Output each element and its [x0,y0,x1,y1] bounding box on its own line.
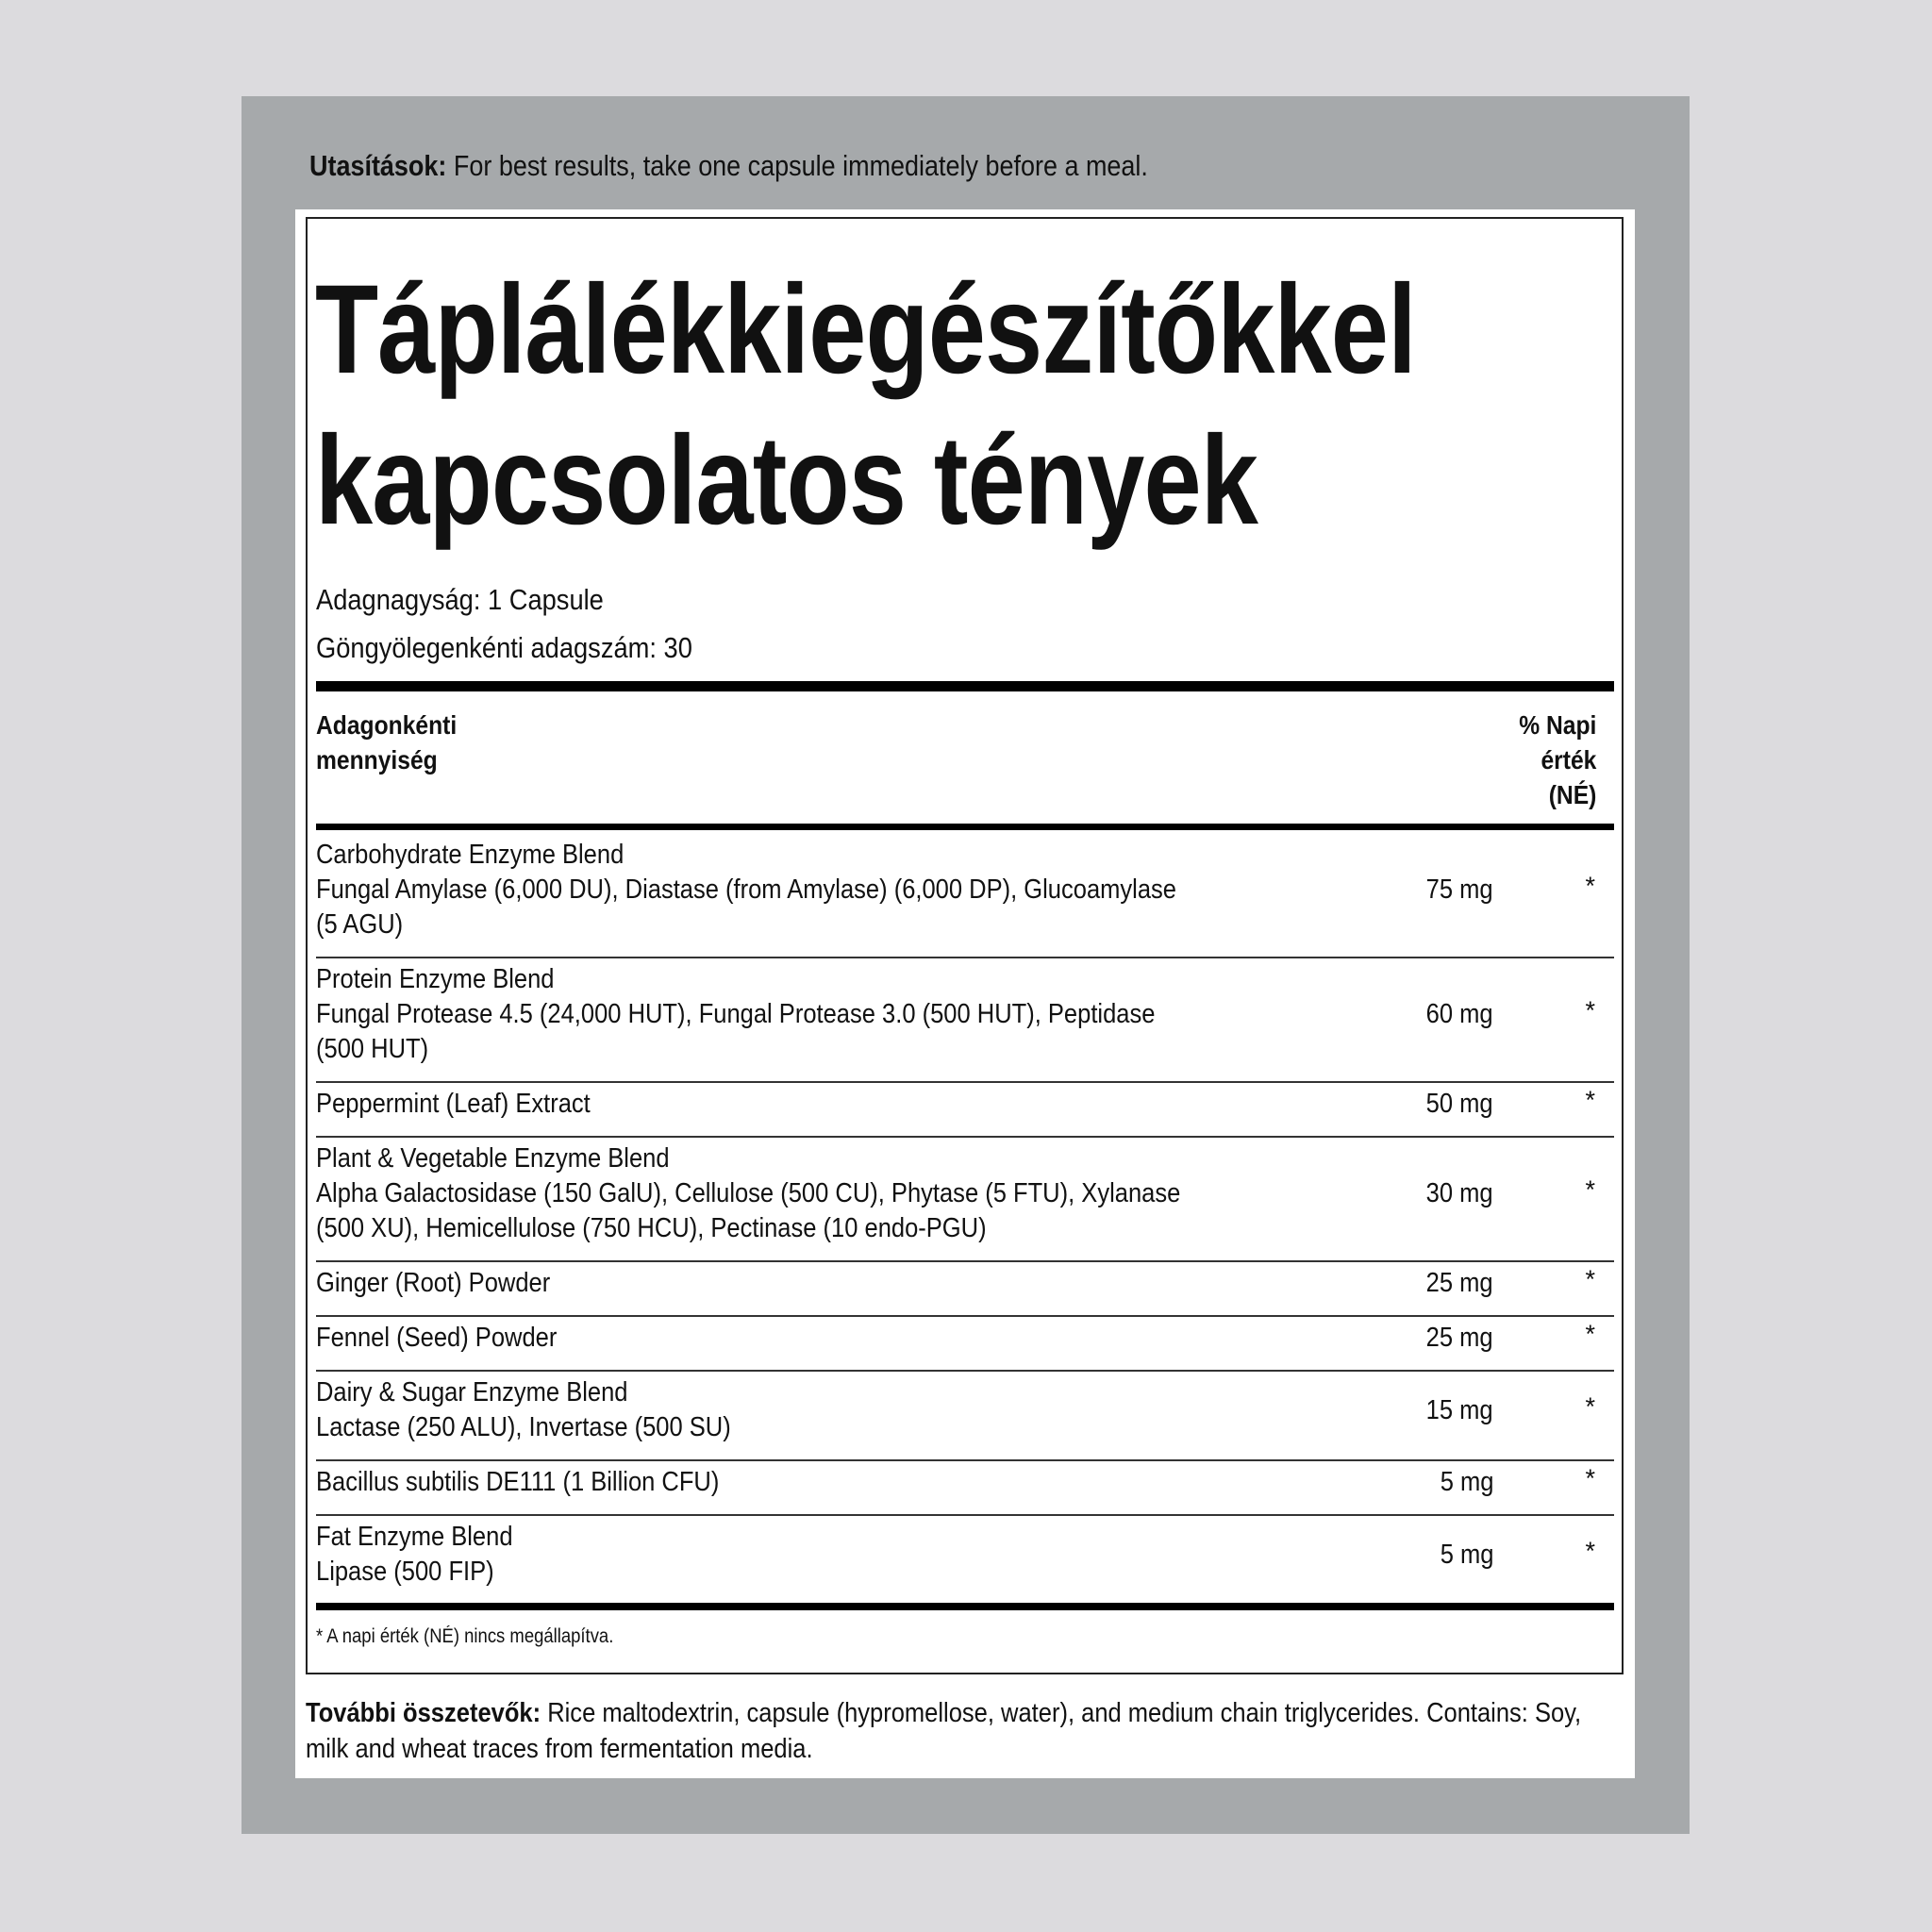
ingredient-name [316,1266,550,1301]
directions [309,143,1148,189]
daily-value-asterisk: * [1585,1265,1595,1293]
nutrient-table [316,834,1614,1606]
table-row [316,958,1614,1083]
table-row [316,1372,1614,1461]
other-ingredients-label: További összetevők: [306,1698,541,1728]
dv-header-line-1: % Napi [1518,710,1596,740]
ingredient-name [316,1520,513,1590]
thick-divider-bottom [316,1603,1614,1610]
daily-value-asterisk: * [1585,1086,1595,1114]
ingredient-amount: 50 mg [1426,1089,1493,1119]
ingredient-line: Carbohydrate Enzyme Blend [316,840,625,870]
ingredient-amount: 60 mg [1426,999,1493,1029]
amount-per-serving-header [316,708,457,777]
table-row [316,1083,1614,1138]
table-row [316,1516,1614,1606]
ingredient-amount: 5 mg [1440,1467,1493,1497]
ingredient-line: Fungal Protease 4.5 (24,000 HUT), Fungal Protease 3.0 (500 HUT), Peptidase [316,999,1156,1029]
ingredient-line: (5 AGU) [316,909,404,940]
dv-header-line-2: érték [1541,745,1596,774]
daily-value-asterisk: * [1585,1536,1595,1565]
amount-header-line-1: Adagonkénti [316,710,458,740]
ingredient-line: Plant & Vegetable Enzyme Blend [316,1143,670,1174]
daily-value-header [1519,708,1596,812]
daily-value-asterisk: * [1585,1175,1595,1204]
daily-value-footnote: * A napi érték (NÉ) nincs megállapítva. [316,1625,614,1647]
ingredient-amount: 75 mg [1426,874,1493,905]
directions-label: Utasítások: [309,149,447,182]
ingredient-name [316,1141,1180,1246]
ingredient-name [316,962,1155,1067]
ingredient-line: Dairy & Sugar Enzyme Blend [316,1377,628,1407]
daily-value-asterisk: * [1585,996,1595,1024]
other-ingredients-text: Rice maltodextrin, capsule (hypromellose, water), and medium chain triglycerides. Contains: Soy, [541,1698,1582,1728]
daily-value-asterisk: * [1585,1320,1595,1348]
daily-value-asterisk: * [1585,1464,1595,1492]
other-ingredients [306,1695,1634,1767]
dv-header-line-3: (NÉ) [1548,780,1596,809]
table-row [316,834,1614,958]
ingredient-name [316,838,1176,942]
ingredient-amount: 5 mg [1440,1539,1493,1570]
ingredient-line: (500 HUT) [316,1034,429,1064]
ingredient-name [316,1321,557,1356]
supplement-facts-title [315,255,1416,557]
serving-size: Adagnagyság: 1 Capsule [316,583,604,616]
table-row [316,1138,1614,1262]
ingredient-line: Bacillus subtilis DE111 (1 Billion CFU) [316,1467,720,1497]
title-line-1: Táplálékkiegészítőkkel [315,259,1416,400]
other-ingredients-text-line-2: milk and wheat traces from fermentation media. [306,1734,813,1764]
ingredient-name [316,1087,591,1122]
daily-value-asterisk: * [1585,872,1595,900]
ingredient-amount: 30 mg [1426,1178,1493,1208]
ingredient-line: Lipase (500 FIP) [316,1557,494,1587]
directions-text: For best results, take one capsule immediately before a meal. [446,149,1148,182]
header-divider [316,824,1614,830]
ingredient-line: Alpha Galactosidase (150 GalU), Cellulose (500 CU), Phytase (5 FTU), Xylanase [316,1178,1181,1208]
ingredient-amount: 25 mg [1426,1268,1493,1298]
ingredient-line: Fat Enzyme Blend [316,1522,513,1552]
title-line-2: kapcsolatos tények [315,410,1258,551]
table-row [316,1262,1614,1317]
table-row [316,1461,1614,1516]
ingredient-line: Fungal Amylase (6,000 DU), Diastase (from Amylase) (6,000 DP), Glucoamylase [316,874,1176,905]
ingredient-line: Fennel (Seed) Powder [316,1323,558,1353]
ingredient-line: Lactase (250 ALU), Invertase (500 SU) [316,1412,731,1442]
table-row [316,1317,1614,1372]
ingredient-amount: 15 mg [1426,1394,1493,1425]
ingredient-name [316,1465,719,1500]
ingredient-name [316,1375,731,1445]
ingredient-line: Protein Enzyme Blend [316,964,555,994]
ingredient-amount: 25 mg [1426,1323,1493,1353]
ingredient-line: (500 XU), Hemicellulose (750 HCU), Pectinase (10 endo-PGU) [316,1213,987,1243]
thick-divider-top [316,681,1614,691]
ingredient-line: Ginger (Root) Powder [316,1268,551,1298]
amount-header-line-2: mennyiség [316,745,438,774]
servings-per-container: Göngyölegenkénti adagszám: 30 [316,631,692,664]
daily-value-asterisk: * [1585,1391,1595,1421]
ingredient-line: Peppermint (Leaf) Extract [316,1089,591,1119]
